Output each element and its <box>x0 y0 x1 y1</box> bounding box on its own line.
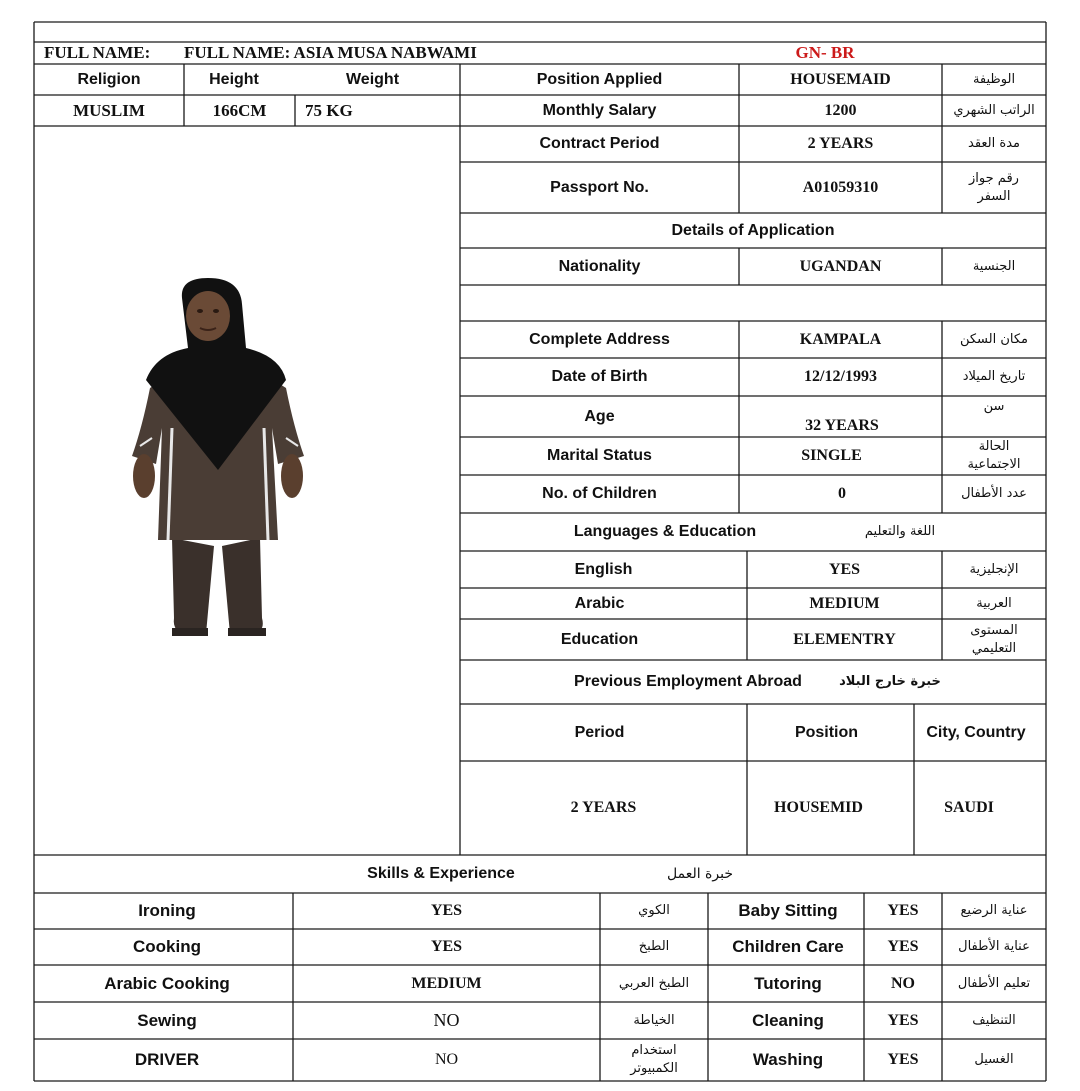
contract-label-ar: مدة العقد <box>968 136 1020 152</box>
skills-heading: Skills & Experience <box>367 865 515 882</box>
skill-cooking-value: YES <box>430 938 463 955</box>
period-label: Period <box>574 723 625 741</box>
skill-baby-sitting-value: YES <box>887 902 919 919</box>
age-label-ar: سن <box>983 399 1005 415</box>
employment-heading: Previous Employment Abroad <box>574 673 802 690</box>
skill-cooking-ar: الطبخ <box>638 939 670 955</box>
skill-children-care-ar: عناية الأطفال <box>958 939 1030 955</box>
employment-period-value: 2 YEARS <box>570 799 637 816</box>
dob-label: Date of Birth <box>551 368 648 385</box>
marital-value: SINGLE <box>801 447 862 464</box>
education-value: ELEMENTRY <box>793 630 896 648</box>
weight-label: Weight <box>345 70 400 88</box>
skill-children-care-label: Children Care <box>732 937 844 956</box>
skill-driver-ar: استخدام الكمبيوتر <box>630 1043 678 1076</box>
details-heading: Details of Application <box>671 221 835 239</box>
position-label-ar: الوظيفة <box>972 71 1016 87</box>
salary-label: Monthly Salary <box>542 101 657 119</box>
arabic-value: MEDIUM <box>809 594 880 612</box>
salary-value: 1200 <box>824 101 857 119</box>
passport-label: Passport No. <box>550 178 649 196</box>
marital-label-ar: الحالة الاجتماعية <box>967 439 1021 472</box>
employment-heading-ar: خبرة خارج البلاد <box>839 674 941 690</box>
skill-tutoring-label: Tutoring <box>754 973 822 993</box>
skill-cooking-label: Cooking <box>133 937 201 956</box>
religion-label: Religion <box>77 70 141 88</box>
address-label: Complete Address <box>529 330 670 348</box>
position-label: Position Applied <box>536 70 663 88</box>
dob-label-ar: تاريخ الميلاد <box>962 369 1026 385</box>
skill-washing-ar: الغسيل <box>974 1052 1014 1068</box>
contract-label: Contract Period <box>539 135 660 152</box>
skill-baby-sitting-ar: عناية الرضيع <box>960 903 1028 919</box>
skill-tutoring-value: NO <box>891 974 915 992</box>
salary-label-ar: الراتب الشهري <box>953 102 1035 118</box>
skill-tutoring-ar: تعليم الأطفال <box>957 975 1031 991</box>
skill-baby-sitting-label: Baby Sitting <box>738 901 838 920</box>
skill-washing-label: Washing <box>752 1050 824 1069</box>
nationality-label-ar: الجنسية <box>972 258 1016 274</box>
contract-value: 2 YEARS <box>807 135 874 152</box>
height-value: 166CM <box>212 100 267 120</box>
skill-sewing-ar: الخياطة <box>633 1012 675 1028</box>
full-name-value: FULL NAME: ASIA MUSA NABWAMI <box>184 43 477 62</box>
age-value: 32 YEARS <box>805 416 879 434</box>
languages-heading: Languages & Education <box>573 523 757 540</box>
code-badge: GN- BR <box>795 43 855 62</box>
employment-position-value: HOUSEMID <box>774 799 863 816</box>
skill-arabic-cooking-value: MEDIUM <box>411 974 482 992</box>
address-label-ar: مكان السكن <box>959 331 1029 347</box>
employment-position-label: Position <box>794 723 859 741</box>
religion-value: MUSLIM <box>73 100 145 120</box>
arabic-label-ar: العربية <box>976 595 1012 611</box>
skill-washing-value: YES <box>887 1051 919 1068</box>
languages-heading-ar: اللغة والتعليم <box>864 524 936 540</box>
height-label: Height <box>209 70 259 88</box>
skill-ironing-value: YES <box>430 902 463 919</box>
passport-label-ar: رقم جواز السفر <box>969 170 1019 204</box>
city-country-label: City, Country <box>926 723 1026 741</box>
nationality-label: Nationality <box>558 257 641 275</box>
education-label-ar: المستوى التعليمي <box>970 622 1018 656</box>
age-label: Age <box>584 407 615 425</box>
position-value: HOUSEMAID <box>790 70 891 88</box>
dob-value: 12/12/1993 <box>804 368 877 385</box>
applicant-photo <box>110 278 325 640</box>
address-value: KAMPALA <box>799 330 882 348</box>
skill-ironing-ar: الكوي <box>638 903 670 919</box>
children-value: 0 <box>838 485 846 502</box>
skill-cleaning-ar: التنظيف <box>972 1012 1016 1028</box>
english-label-ar: الإنجليزية <box>969 561 1019 577</box>
weight-value: 75 KG <box>305 100 353 120</box>
nationality-value: UGANDAN <box>799 257 882 275</box>
skill-driver-label: DRIVER <box>134 1050 200 1069</box>
skill-arabic-cooking-label: Arabic Cooking <box>104 973 230 993</box>
skill-children-care-value: YES <box>887 938 919 955</box>
employment-city-value: SAUDI <box>944 799 994 816</box>
skill-sewing-label: Sewing <box>137 1010 197 1030</box>
english-value: YES <box>828 560 861 578</box>
skill-arabic-cooking-ar: الطبخ العربي <box>618 975 690 991</box>
arabic-label: Arabic <box>574 594 625 612</box>
skill-driver-value: NO <box>434 1051 459 1068</box>
marital-label: Marital Status <box>547 447 652 464</box>
passport-value: A01059310 <box>802 178 879 196</box>
english-label: English <box>574 560 633 578</box>
children-label-ar: عدد الأطفال <box>961 486 1027 502</box>
children-label: No. of Children <box>542 485 657 502</box>
skill-ironing-label: Ironing <box>138 901 196 920</box>
skills-heading-ar: خبرة العمل <box>667 865 733 882</box>
full-name-label: FULL NAME: <box>44 43 151 62</box>
skill-sewing-value: NO <box>433 1010 460 1030</box>
skill-cleaning-value: YES <box>887 1011 919 1029</box>
education-label: Education <box>560 630 639 648</box>
skill-cleaning-label: Cleaning <box>752 1010 824 1030</box>
